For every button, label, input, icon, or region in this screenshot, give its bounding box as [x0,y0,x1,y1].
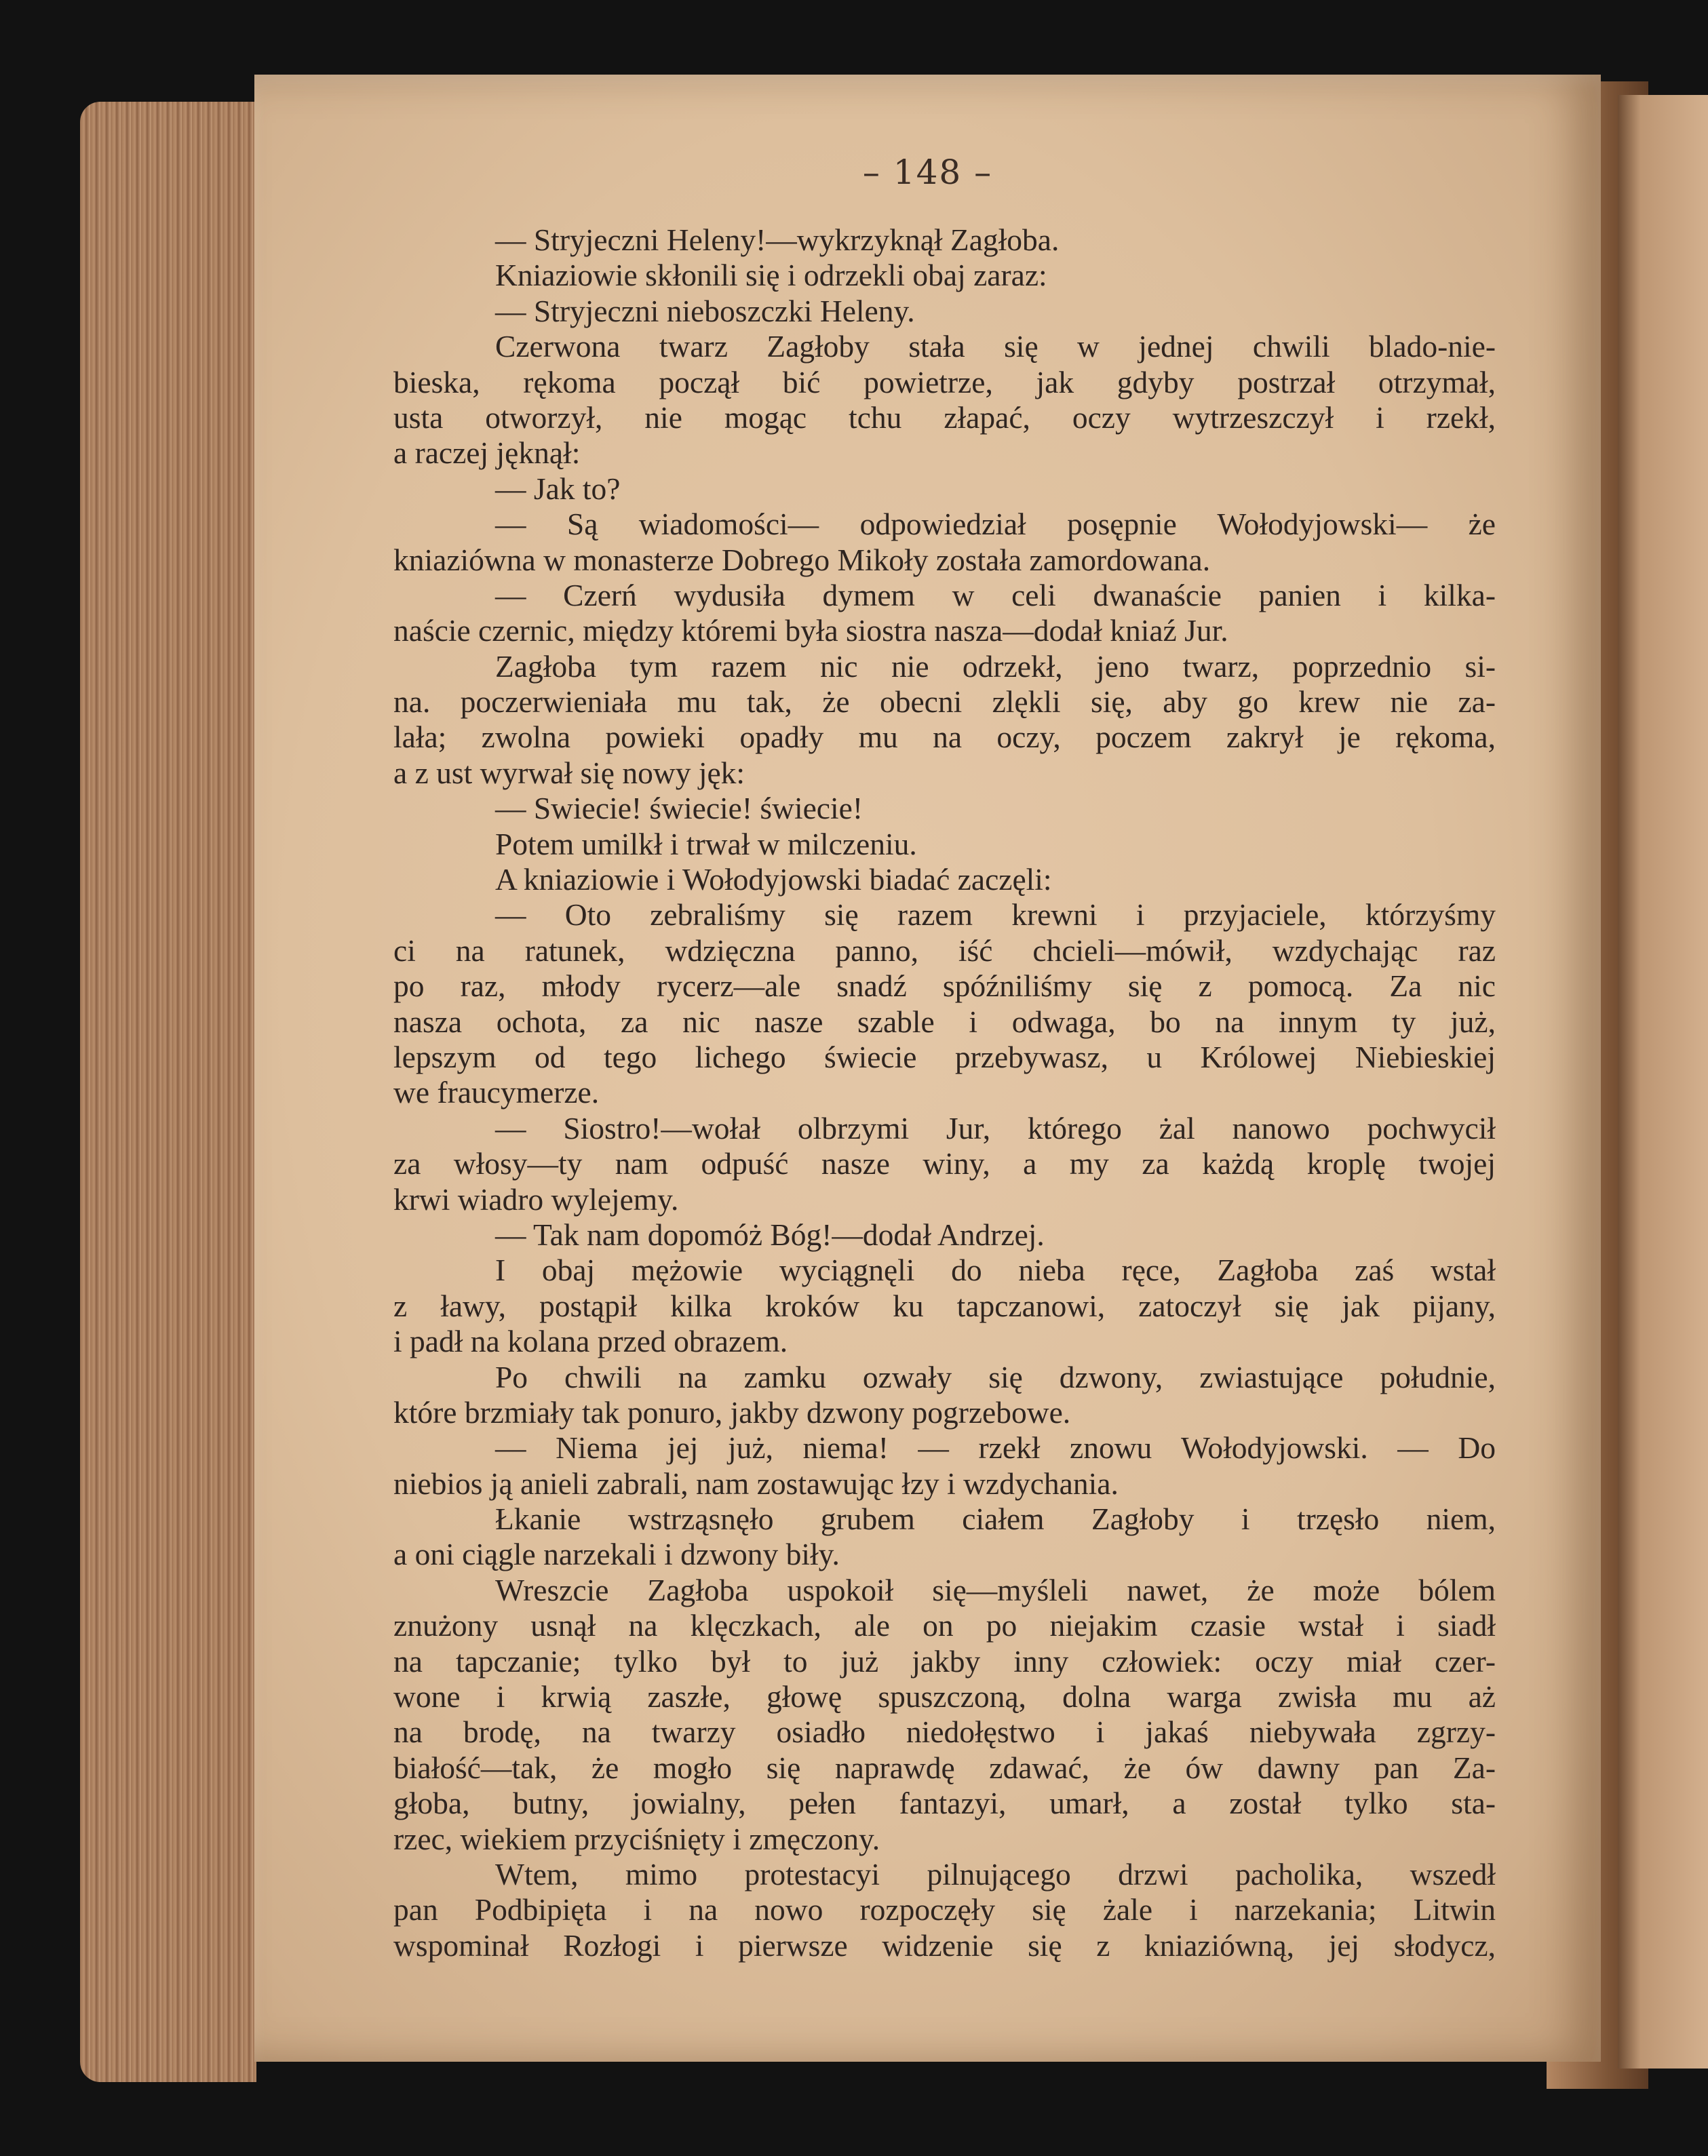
text-line: Potem umilkł i trwał w milczeniu. [495,826,917,861]
text-line: lepszym od tego lichego świecie przebywasz, u Królowej Niebieskiej [393,1039,1496,1074]
text-line: i padł na kolana przed obrazem. [393,1324,788,1359]
text-line: naście czernic, między któremi była siostra nasza—dodał kniaź Jur. [393,613,1228,648]
text-line: — Siostro!—wołał olbrzymi Jur, którego żal nanowo pochwycił [495,1110,1496,1145]
text-line: — Są wiadomości— odpowiedział posępnie Wołodyjowski— że [495,507,1496,542]
text-line: znużony usnął na klęczkach, ale on po niejakim czasie wstał i siadł [393,1608,1496,1643]
text-line: kniaziówna w monasterze Dobrego Mikoły została zamordowana. [393,542,1211,577]
text-line: za włosy—ty nam odpuść nasze winy, a my za każdą kroplę twojej [393,1146,1496,1181]
text-line: we fraucymerze. [393,1075,600,1110]
text-line: na. poczerwieniała mu tak, że obecni zlękli się, aby go krew nie za- [393,684,1496,720]
text-line: niebios ją anieli zabrali, nam zostawując łzy i wzdychania. [393,1466,1119,1501]
text-line: na brodę, na twarzy osiadło niedołęstwo i jakaś niebywała zgrzy- [393,1714,1496,1750]
text-line: — Tak nam dopomóż Bóg!—dodał Andrzej. [495,1217,1045,1252]
text-line: bieska, rękoma począł bić powietrze, jak gdyby postrzał otrzymał, [393,364,1496,399]
text-line: pan Podbipięta i na nowo rozpoczęły się żale i narzekania; Litwin [393,1892,1496,1927]
page-text [393,222,1496,1963]
text-line: I obaj mężowie wyciągnęli do nieba ręce, Zagłoba zaś wstał [495,1253,1496,1288]
text-line: lała; zwolna powieki opadły mu na oczy, poczem zakrył je rękoma, [393,720,1496,755]
text-line: Po chwili na zamku ozwały się dzwony, zwiastujące południe, [495,1359,1496,1394]
text-line: Wtem, mimo protestacyi pilnującego drzwi pacholika, wszedł [495,1856,1496,1892]
text-line: ci na ratunek, wdzięczna panno, iść chcieli—mówił, wzdychając raz [393,933,1496,968]
text-line: głoba, butny, jowialny, pełen fantazyi, umarł, a został tylko sta- [393,1786,1496,1821]
text-line: na tapczanie; tylko był to już jakby inny człowiek: oczy miał czer- [393,1643,1496,1679]
text-line: wone i krwią zaszłe, głowę spuszczoną, dolna warga zwisła mu aż [393,1679,1496,1714]
text-line: białość—tak, że mogło się naprawdę zdawać, że ów dawny pan Za- [393,1750,1496,1785]
page-number: – 148 – [862,153,993,192]
text-line: z ławy, postąpił kilka kroków ku tapczanowi, zatoczył się jak pijany, [393,1288,1496,1323]
text-line: Kniaziowie skłonili się i odrzekli obaj zaraz: [495,258,1047,293]
text-line: — Stryjeczni Heleny!—wykrzyknął Zagłoba. [495,222,1060,257]
text-line: Łkanie wstrząsnęło grubem ciałem Zagłoby i trzęsło niem, [495,1502,1496,1537]
text-line: usta otworzył, nie mogąc tchu złapać, oczy wytrzeszczył i rzekł, [393,399,1496,435]
text-line: — Oto zebraliśmy się razem krewni i przyjaciele, którzyśmy [495,897,1496,933]
text-line: Czerwona twarz Zagłoby stała się w jednej chwili blado-nie- [495,329,1496,364]
text-line: po raz, młody rycerz—ale snadź spóźniliśmy się z pomocą. Za nic [393,968,1496,1004]
text-line: — Niema jej już, niema! — rzekł znowu Wołodyjowski. — Do [495,1430,1496,1466]
text-line: — Stryjeczni nieboszczki Heleny. [495,293,915,328]
text-line: które brzmiały tak ponuro, jakby dzwony pogrzebowe. [393,1394,1071,1430]
text-line: rzec, wiekiem przyciśnięty i zmęczony. [393,1821,880,1856]
facing-page-edge [1618,95,1708,2069]
page-edges-left [80,102,256,2082]
book-page [254,75,1601,2062]
text-line: a raczej jęknął: [393,435,581,471]
text-line: Zagłoba tym razem nic nie odrzekł, jeno twarz, poprzednio si- [495,648,1496,684]
text-line: — Jak to? [495,471,621,506]
text-line: Wreszcie Zagłoba uspokoił się—myśleli nawet, że może bólem [495,1572,1496,1607]
text-line: — Czerń wydusiła dymem w celi dwanaście panien i kilka- [495,577,1496,612]
text-line: A kniaziowie i Wołodyjowski biadać zaczęli: [495,862,1052,897]
text-line: nasza ochota, za nic nasze szable i odwaga, bo na innym ty już, [393,1004,1496,1039]
text-line: — Swiecie! świecie! świecie! [495,791,863,826]
text-line: krwi wiadro wylejemy. [393,1181,679,1217]
text-line: a oni ciągle narzekali i dzwony biły. [393,1537,840,1572]
text-line: wspominał Rozłogi i pierwsze widzenie się z kniaziówną, jej słodycz, [393,1927,1496,1963]
text-line: a z ust wyrwał się nowy jęk: [393,755,745,790]
